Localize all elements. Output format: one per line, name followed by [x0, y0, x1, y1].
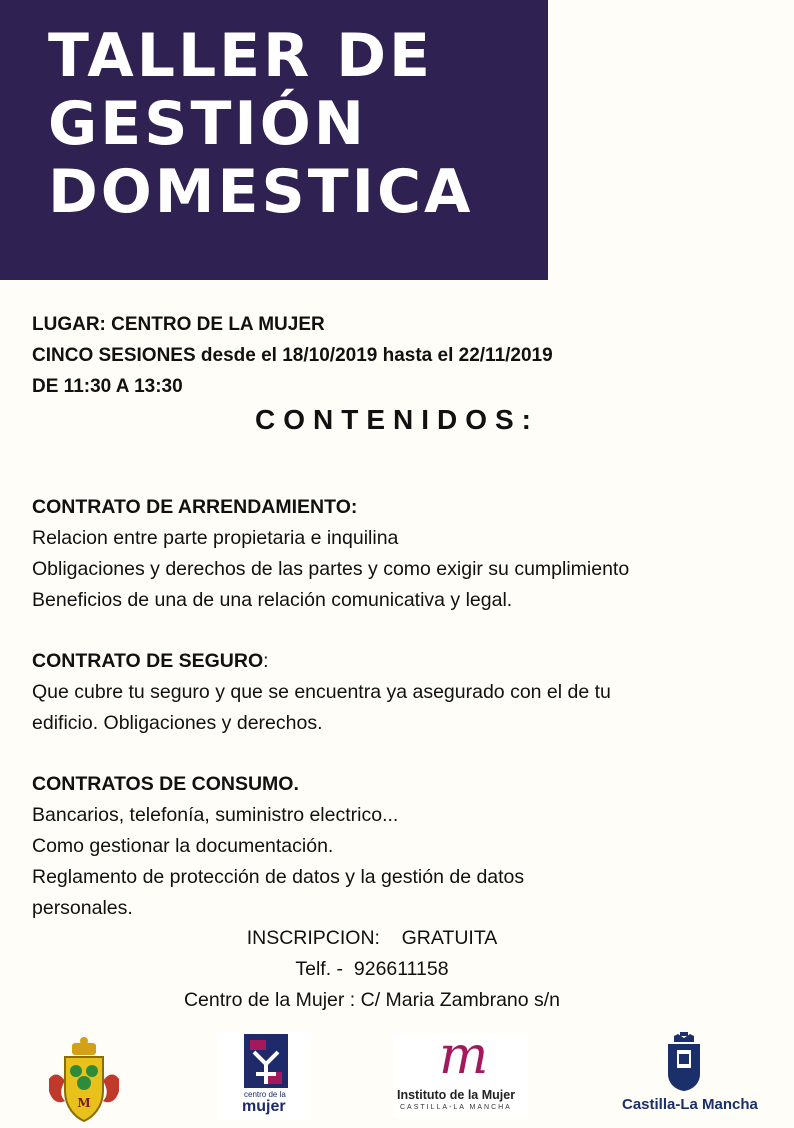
section-seguro — [32, 646, 752, 739]
section-line: edificio. Obligaciones y derechos. — [32, 712, 323, 734]
telefono-text: Telf. - 926611158 — [295, 958, 449, 980]
instituto-title: Instituto de la Mujer — [397, 1088, 516, 1102]
centro-mujer-small-text: centro de la — [244, 1090, 286, 1099]
section-heading: CONTRATO DE ARRENDAMIENTO: — [32, 496, 358, 518]
clm-shield-icon — [664, 1030, 704, 1092]
section-line: Que cubre tu seguro y que se encuentra ya asegurado con el de tu — [32, 681, 611, 703]
section-line: Relacion entre parte propietaria e inquilina — [32, 527, 399, 549]
section-line: Como gestionar la documentación. — [32, 835, 334, 857]
footer-info — [0, 923, 744, 1016]
section-line: Bancarios, telefonía, suministro electrico... — [32, 804, 399, 826]
section-line: Beneficios de una de una relación comunicativa y legal. — [32, 589, 513, 611]
direccion-text: Centro de la Mujer : C/ Maria Zambrano s/n — [183, 989, 561, 1011]
section-heading: CONTRATO DE SEGURO: — [32, 650, 269, 672]
section-heading: CONTRATOS DE CONSUMO. — [32, 773, 299, 795]
title-line-3: DOMESTICA — [48, 157, 474, 227]
venus-icon — [244, 1034, 288, 1088]
centro-mujer-big-text: mujer — [242, 1098, 286, 1115]
info-lugar: LUGAR: CENTRO DE LA MUJER — [32, 314, 325, 335]
inscripcion-text: INSCRIPCION: GRATUITA — [246, 927, 498, 949]
contenidos-heading: CONTENIDOS: — [255, 404, 539, 435]
instituto-subtitle: CASTILLA-LA MANCHA — [400, 1104, 512, 1111]
section-line: personales. — [32, 897, 133, 919]
clm-text: Castilla-La Mancha — [622, 1096, 758, 1113]
svg-text:M: M — [77, 1096, 91, 1110]
section-consumo — [32, 769, 752, 924]
event-info — [32, 309, 553, 402]
municipal-crest-logo — [45, 1035, 123, 1123]
header-banner — [0, 0, 548, 280]
section-line: Reglamento de protección de datos y la gestión de datos — [32, 866, 525, 888]
page-title — [48, 22, 473, 226]
castilla-la-mancha-logo — [612, 1030, 757, 1120]
centro-mujer-logo — [218, 1032, 310, 1120]
title-line-2: GESTIÓN — [48, 89, 367, 159]
title-line-1: TALLER DE — [48, 21, 434, 91]
instituto-mujer-logo — [393, 1026, 528, 1118]
section-arrendamiento — [32, 492, 752, 616]
logo-strip — [0, 1026, 794, 1120]
info-sesiones: CINCO SESIONES desde el 18/10/2019 hasta el 22/11/2019 — [32, 345, 553, 366]
crest-icon — [45, 1035, 123, 1123]
info-horario: DE 11:30 A 13:30 — [32, 376, 183, 397]
instituto-m-icon: m — [439, 1026, 489, 1086]
section-line: Obligaciones y derechos de las partes y como exigir su cumplimiento — [32, 558, 630, 580]
